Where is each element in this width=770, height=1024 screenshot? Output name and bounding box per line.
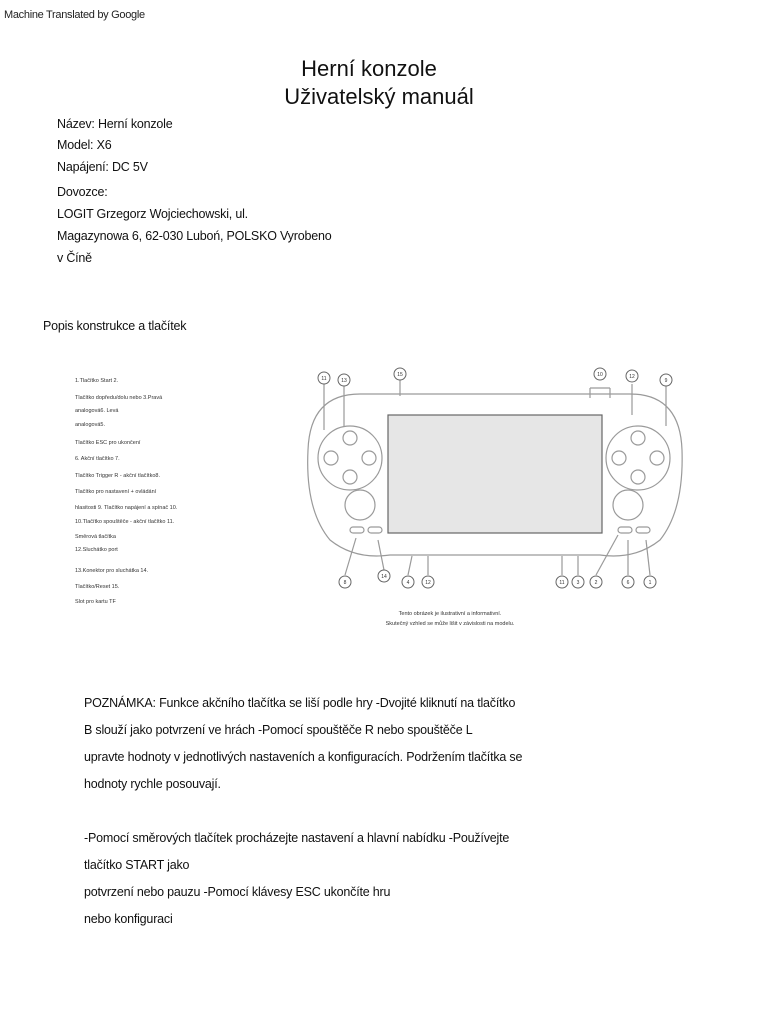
diagram-label: 4 bbox=[406, 580, 410, 586]
legend-item: 6. Akční tlačítko 7. bbox=[75, 456, 120, 462]
note-line: tlačítko START jako bbox=[84, 858, 190, 872]
legend-item: Tlačítko pro nastavení + ovládání bbox=[75, 489, 157, 495]
note-line: upravte hodnoty v jednotlivých nastaveních a konfiguracích. Podržením tlačítka se bbox=[84, 750, 523, 764]
right-buttons bbox=[606, 426, 670, 490]
diagram-label: 14 bbox=[381, 574, 387, 580]
diagram-label: 12 bbox=[629, 374, 635, 380]
note-line: nebo konfiguraci bbox=[84, 912, 173, 926]
diagram-label: 3 bbox=[576, 580, 580, 586]
legend-item: Tlačítko ESC pro ukončení bbox=[75, 440, 141, 446]
note-line: hodnoty rychle posouvají. bbox=[84, 777, 221, 791]
left-analog bbox=[345, 490, 375, 520]
diagram-label: 10 bbox=[597, 372, 603, 378]
legend-item: 10.Tlačítko spouštěče - akční tlačítko 11. bbox=[75, 519, 175, 525]
legend-item: hlasitosti 9. Tlačítko napájení a spínač 10. bbox=[75, 505, 178, 511]
legend-item: analogová6. Levá bbox=[75, 408, 119, 414]
diagram-label: 9 bbox=[664, 378, 668, 384]
diagram-label: 12 bbox=[425, 580, 431, 586]
diagram-caption-line1: Tento obrázek je ilustrativní a informativní. bbox=[398, 611, 502, 617]
meta-importer-line2: Magazynowa 6, 62-030 Luboń, POLSKO Vyrobeno bbox=[57, 229, 332, 243]
right-analog bbox=[613, 490, 643, 520]
legend-item: 13.Konektor pro sluchátka 14. bbox=[75, 568, 149, 574]
legend-item: Tlačítko/Reset 15. bbox=[75, 584, 120, 590]
page-subtitle: Uživatelský manuál bbox=[284, 84, 474, 109]
page-title: Herní konzole bbox=[301, 56, 437, 81]
diagram-caption-line2: Skutečný vzhled se může lišit v závislosti na modelu. bbox=[385, 621, 515, 627]
legend-item: analogová5. bbox=[75, 422, 105, 428]
diagram-label: 11 bbox=[321, 376, 327, 382]
meta-name: Název: Herní konzole bbox=[57, 117, 173, 131]
diagram-label: 2 bbox=[594, 580, 598, 586]
legend-item: Tlačítko dopředu/dolu nebo 3.Pravá bbox=[75, 395, 163, 401]
translation-notice: Machine Translated by Google bbox=[4, 9, 145, 21]
console-diagram bbox=[300, 360, 690, 610]
meta-importer-line1: LOGIT Grzegorz Wojciechowski, ul. bbox=[57, 207, 248, 221]
note-line: -Pomocí směrových tlačítek procházejte nastavení a hlavní nabídku -Používejte bbox=[84, 831, 510, 845]
meta-origin: v Číně bbox=[57, 251, 92, 265]
note-line: B slouží jako potvrzení ve hrách -Pomocí spouštěče R nebo spouštěče L bbox=[84, 723, 473, 737]
diagram-label: 1 bbox=[648, 580, 652, 586]
legend-item: 12.Sluchátko port bbox=[75, 547, 118, 553]
note-line: potvrzení nebo pauzu -Pomocí klávesy ESC ukončíte hru bbox=[84, 885, 391, 899]
legend-item: 1.Tlačítko Start 2. bbox=[75, 378, 119, 384]
left-dpad bbox=[318, 426, 382, 490]
legend-item: Směrová tlačítka bbox=[75, 534, 116, 540]
diagram-label: 11 bbox=[559, 580, 565, 586]
meta-importer-label: Dovozce: bbox=[57, 185, 108, 199]
meta-power: Napájení: DC 5V bbox=[57, 160, 148, 174]
legend-item: Tlačítko Trigger R - akční tlačítko8. bbox=[75, 473, 160, 479]
note-line: POZNÁMKA: Funkce akčního tlačítka se liší podle hry -Dvojité kliknutí na tlačítko bbox=[84, 696, 516, 710]
diagram-label: 6 bbox=[626, 580, 630, 586]
section-title: Popis konstrukce a tlačítek bbox=[43, 319, 187, 333]
legend-item: Slot pro kartu TF bbox=[75, 599, 116, 605]
diagram-label: 8 bbox=[343, 580, 347, 586]
meta-model: Model: X6 bbox=[57, 138, 112, 152]
diagram-label: 13 bbox=[341, 378, 347, 384]
console-screen bbox=[388, 415, 602, 533]
diagram-label: 15 bbox=[397, 372, 403, 378]
